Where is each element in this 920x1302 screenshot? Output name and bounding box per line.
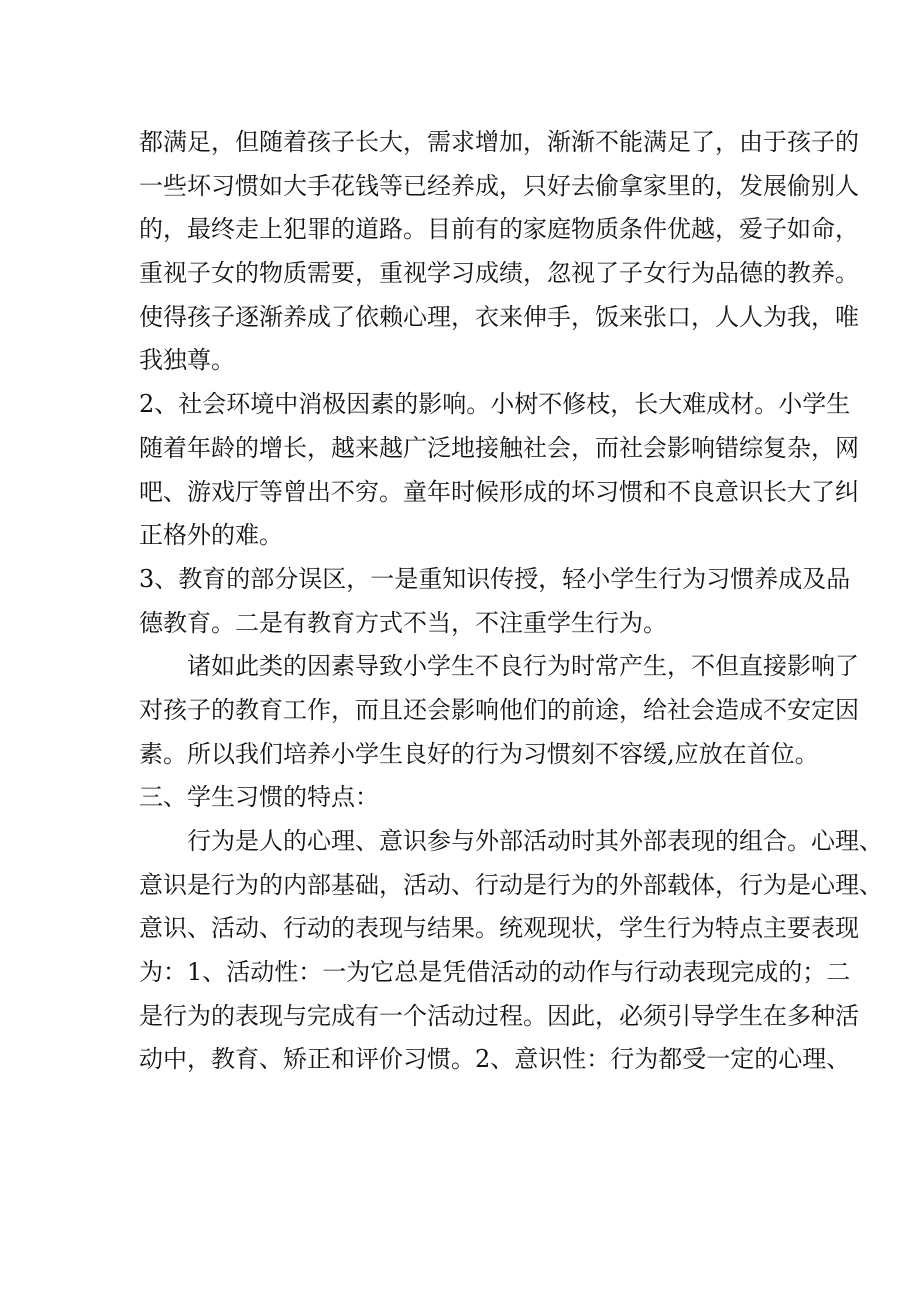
text-line: 意识是行为的内部基础，活动、行动是行为的外部载体，行为是心理、 [139, 870, 883, 899]
text-line: 行为是人的心理、意识参与外部活动时其外部表现的组合。心理、 [187, 827, 883, 855]
text-line: 我独尊。 [139, 346, 235, 375]
text-line: 正格外的难。 [139, 521, 283, 550]
text-line: 一些坏习惯如大手花钱等已经养成，只好去偷拿家里的，发展偷别人 [139, 171, 859, 200]
text-line: 都满足，但随着孩子长大，需求增加，渐渐不能满足了，由于孩子的 [139, 128, 859, 156]
text-line: 吧、游戏厅等曾出不穷。童年时候形成的坏习惯和不良意识长大了纠 [139, 477, 859, 506]
text-line: 是行为的表现与完成有一个活动过程。因此，必须引导学生在多种活 [139, 1001, 859, 1030]
text-line: 为：1、活动性：一为它总是凭借活动的动作与行动表现完成的；二 [139, 958, 851, 987]
section-heading: 三、学生习惯的特点： [139, 783, 379, 812]
text-line: 的，最终走上犯罪的道路。目前有的家庭物质条件优越，爱子如命， [139, 215, 859, 244]
text-line: 德教育。二是有教育方式不当，不注重学生行为。 [139, 608, 667, 637]
text-line: 对孩子的教育工作，而且还会影响他们的前途，给社会造成不安定因 [139, 695, 859, 724]
text-line: 动中，教育、矫正和评价习惯。2、意识性：行为都受一定的心理、 [139, 1045, 851, 1074]
text-line: 意识、活动、行动的表现与结果。统观现状，学生行为特点主要表现 [139, 914, 859, 943]
text-line: 诸如此类的因素导致小学生不良行为时常产生，不但直接影响了 [187, 652, 859, 681]
text-line: 素。所以我们培养小学生良好的行为习惯刻不容缓,应放在首位。 [139, 739, 819, 768]
text-line: 重视子女的物质需要，重视学习成绩，忽视了子女行为品德的教养。 [139, 259, 859, 288]
text-line: 使得孩子逐渐养成了依赖心理，衣来伸手，饭来张口，人人为我，唯 [139, 302, 859, 331]
text-line: 2、社会环境中消极因素的影响。小树不修枝，长大难成材。小学生 [139, 390, 851, 419]
text-line: 随着年龄的增长，越来越广泛地接触社会，而社会影响错综复杂，网 [139, 433, 859, 462]
text-line: 3、教育的部分误区，一是重知识传授，轻小学生行为习惯养成及品 [139, 564, 851, 593]
document-body [139, 121, 883, 1082]
